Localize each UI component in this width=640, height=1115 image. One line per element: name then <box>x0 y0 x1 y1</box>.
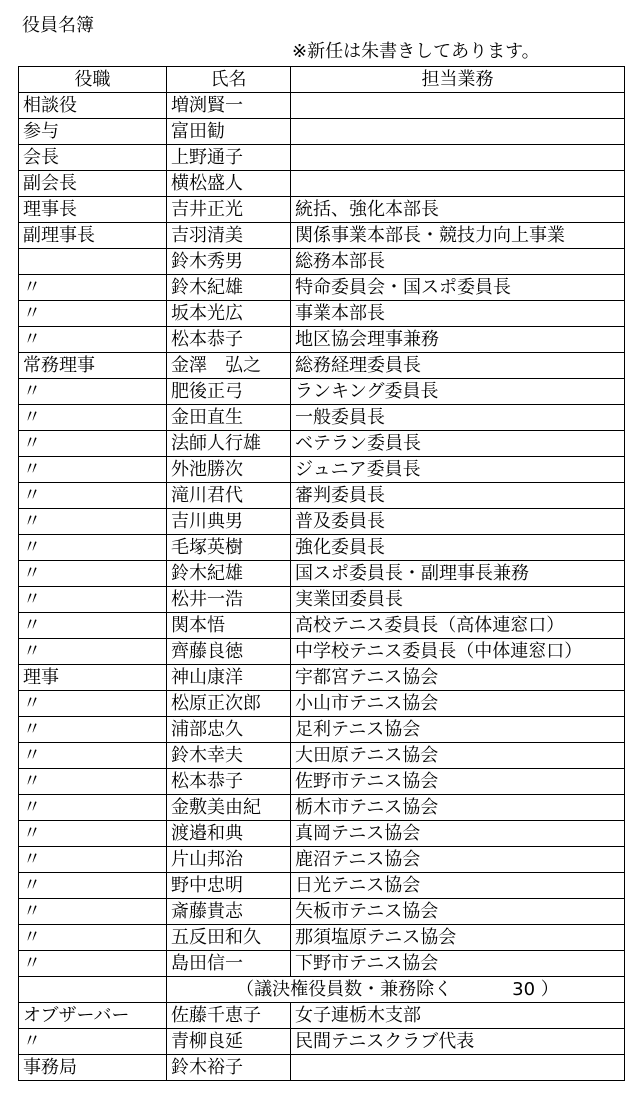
duty-cell: 審判委員長 <box>291 483 625 509</box>
role-cell: 〃 <box>19 483 167 509</box>
duty-cell: 大田原テニス協会 <box>291 743 625 769</box>
role-cell: 参与 <box>19 119 167 145</box>
name-cell: 島田信一 <box>167 951 291 977</box>
duty-cell <box>291 1055 625 1081</box>
table-row <box>19 405 625 431</box>
duty-cell: 佐野市テニス協会 <box>291 769 625 795</box>
role-cell: 〃 <box>19 925 167 951</box>
duty-cell: 地区協会理事兼務 <box>291 327 625 353</box>
name-cell: 松本恭子 <box>167 769 291 795</box>
name-cell: 五反田和久 <box>167 925 291 951</box>
table-row <box>19 93 625 119</box>
name-cell: 斎藤貴志 <box>167 899 291 925</box>
role-cell: 〃 <box>19 717 167 743</box>
duty-cell: 栃木市テニス協会 <box>291 795 625 821</box>
role-cell: 理事長 <box>19 197 167 223</box>
table-row <box>19 925 625 951</box>
table-row <box>19 951 625 977</box>
role-cell: 〃 <box>19 951 167 977</box>
table-row <box>19 899 625 925</box>
duty-cell: 統括、強化本部長 <box>291 197 625 223</box>
document-title: 役員名簿 <box>22 15 94 36</box>
name-cell: 横松盛人 <box>167 171 291 197</box>
role-cell: 〃 <box>19 795 167 821</box>
header-duty: 担当業務 <box>291 67 625 93</box>
role-cell: 〃 <box>19 1029 167 1055</box>
duty-cell: 総務経理委員長 <box>291 353 625 379</box>
duty-cell: 一般委員長 <box>291 405 625 431</box>
duty-cell: 実業団委員長 <box>291 587 625 613</box>
table-row <box>19 1055 625 1081</box>
table-row <box>19 769 625 795</box>
role-cell: 〃 <box>19 535 167 561</box>
table-row <box>19 561 625 587</box>
duty-cell: 足利テニス協会 <box>291 717 625 743</box>
duty-cell: 矢板市テニス協会 <box>291 899 625 925</box>
name-cell: 毛塚英樹 <box>167 535 291 561</box>
name-cell: 鈴木紀雄 <box>167 561 291 587</box>
name-cell: 鈴木紀雄 <box>167 275 291 301</box>
name-cell: 神山康洋 <box>167 665 291 691</box>
table-row <box>19 587 625 613</box>
new-appointee-note: ※新任は朱書きしてあります。 <box>292 41 540 62</box>
role-cell: 会長 <box>19 145 167 171</box>
name-cell: 金澤 弘之 <box>167 353 291 379</box>
summary-row <box>19 977 625 1003</box>
role-cell: 〃 <box>19 379 167 405</box>
name-cell: 鈴木裕子 <box>167 1055 291 1081</box>
role-cell: 副会長 <box>19 171 167 197</box>
duty-cell: ランキング委員長 <box>291 379 625 405</box>
role-cell: オブザーバー <box>19 1003 167 1029</box>
table-row <box>19 821 625 847</box>
duty-cell: 日光テニス協会 <box>291 873 625 899</box>
role-cell: 相談役 <box>19 93 167 119</box>
name-cell: 吉井正光 <box>167 197 291 223</box>
name-cell: 吉羽清美 <box>167 223 291 249</box>
table-row <box>19 223 625 249</box>
summary-cell <box>167 977 625 1003</box>
name-cell: 肥後正弓 <box>167 379 291 405</box>
name-cell: 関本悟 <box>167 613 291 639</box>
role-cell <box>19 249 167 275</box>
duty-cell <box>291 171 625 197</box>
name-cell: 坂本光広 <box>167 301 291 327</box>
name-cell: 法師人行雄 <box>167 431 291 457</box>
table-row <box>19 483 625 509</box>
role-cell: 〃 <box>19 561 167 587</box>
duty-cell: ジュニア委員長 <box>291 457 625 483</box>
name-cell: 増渕賢一 <box>167 93 291 119</box>
table-row <box>19 847 625 873</box>
table-row <box>19 457 625 483</box>
table-row <box>19 717 625 743</box>
duty-cell: 中学校テニス委員長（中体連窓口） <box>291 639 625 665</box>
table-row <box>19 275 625 301</box>
voting-officer-count: 30 ） <box>512 979 559 1000</box>
name-cell: 野中忠明 <box>167 873 291 899</box>
role-cell: 事務局 <box>19 1055 167 1081</box>
duty-cell: 事業本部長 <box>291 301 625 327</box>
name-cell: 外池勝次 <box>167 457 291 483</box>
table-row <box>19 535 625 561</box>
table-row <box>19 795 625 821</box>
name-cell: 佐藤千恵子 <box>167 1003 291 1029</box>
table-row <box>19 613 625 639</box>
table-row <box>19 665 625 691</box>
duty-cell: 普及委員長 <box>291 509 625 535</box>
duty-cell: 強化委員長 <box>291 535 625 561</box>
table-row <box>19 691 625 717</box>
name-cell: 金敷美由紀 <box>167 795 291 821</box>
role-cell: 〃 <box>19 301 167 327</box>
table-row <box>19 249 625 275</box>
role-cell: 副理事長 <box>19 223 167 249</box>
table-row <box>19 301 625 327</box>
duty-cell <box>291 145 625 171</box>
name-cell: 齊藤良徳 <box>167 639 291 665</box>
header-role: 役職 <box>19 67 167 93</box>
role-cell: 〃 <box>19 769 167 795</box>
summary-empty-cell <box>19 977 167 1003</box>
table-row <box>19 431 625 457</box>
name-cell: 青柳良延 <box>167 1029 291 1055</box>
table-row <box>19 509 625 535</box>
role-cell: 〃 <box>19 431 167 457</box>
role-cell: 常務理事 <box>19 353 167 379</box>
name-cell: 上野通子 <box>167 145 291 171</box>
duty-cell: ベテラン委員長 <box>291 431 625 457</box>
role-cell: 〃 <box>19 639 167 665</box>
duty-cell: 特命委員会・国スポ委員長 <box>291 275 625 301</box>
table-row <box>19 171 625 197</box>
name-cell: 浦部忠久 <box>167 717 291 743</box>
role-cell: 〃 <box>19 509 167 535</box>
table-row <box>19 119 625 145</box>
table-row <box>19 353 625 379</box>
table-row <box>19 873 625 899</box>
duty-cell: 高校テニス委員長（高体連窓口） <box>291 613 625 639</box>
duty-cell: 鹿沼テニス協会 <box>291 847 625 873</box>
table-row <box>19 327 625 353</box>
header-name: 氏名 <box>167 67 291 93</box>
table-row <box>19 1029 625 1055</box>
duty-cell: 真岡テニス協会 <box>291 821 625 847</box>
name-cell: 鈴木幸夫 <box>167 743 291 769</box>
role-cell: 〃 <box>19 691 167 717</box>
duty-cell: 女子連栃木支部 <box>291 1003 625 1029</box>
table-row <box>19 1003 625 1029</box>
duty-cell: 総務本部長 <box>291 249 625 275</box>
role-cell: 〃 <box>19 899 167 925</box>
role-cell: 〃 <box>19 405 167 431</box>
role-cell: 〃 <box>19 873 167 899</box>
name-cell: 鈴木秀男 <box>167 249 291 275</box>
table-row <box>19 145 625 171</box>
name-cell: 松本恭子 <box>167 327 291 353</box>
duty-cell: 下野市テニス協会 <box>291 951 625 977</box>
table-row <box>19 197 625 223</box>
officer-roster-table <box>18 66 625 1081</box>
duty-cell <box>291 93 625 119</box>
name-cell: 松原正次郎 <box>167 691 291 717</box>
role-cell: 〃 <box>19 821 167 847</box>
summary-text: （議決権役員数・兼務除く <box>236 979 453 1000</box>
name-cell: 滝川君代 <box>167 483 291 509</box>
duty-cell: 那須塩原テニス協会 <box>291 925 625 951</box>
duty-cell: 宇都宮テニス協会 <box>291 665 625 691</box>
role-cell: 理事 <box>19 665 167 691</box>
duty-cell: 関係事業本部長・競技力向上事業 <box>291 223 625 249</box>
name-cell: 吉川典男 <box>167 509 291 535</box>
table-header-row <box>19 67 625 93</box>
role-cell: 〃 <box>19 327 167 353</box>
table-row <box>19 639 625 665</box>
duty-cell: 小山市テニス協会 <box>291 691 625 717</box>
role-cell: 〃 <box>19 847 167 873</box>
name-cell: 松井一浩 <box>167 587 291 613</box>
role-cell: 〃 <box>19 587 167 613</box>
name-cell: 富田勧 <box>167 119 291 145</box>
table-row <box>19 743 625 769</box>
role-cell: 〃 <box>19 457 167 483</box>
duty-cell <box>291 119 625 145</box>
role-cell: 〃 <box>19 275 167 301</box>
duty-cell: 民間テニスクラブ代表 <box>291 1029 625 1055</box>
role-cell: 〃 <box>19 743 167 769</box>
name-cell: 渡邉和典 <box>167 821 291 847</box>
duty-cell: 国スポ委員長・副理事長兼務 <box>291 561 625 587</box>
role-cell: 〃 <box>19 613 167 639</box>
name-cell: 片山邦治 <box>167 847 291 873</box>
table-row <box>19 379 625 405</box>
name-cell: 金田直生 <box>167 405 291 431</box>
